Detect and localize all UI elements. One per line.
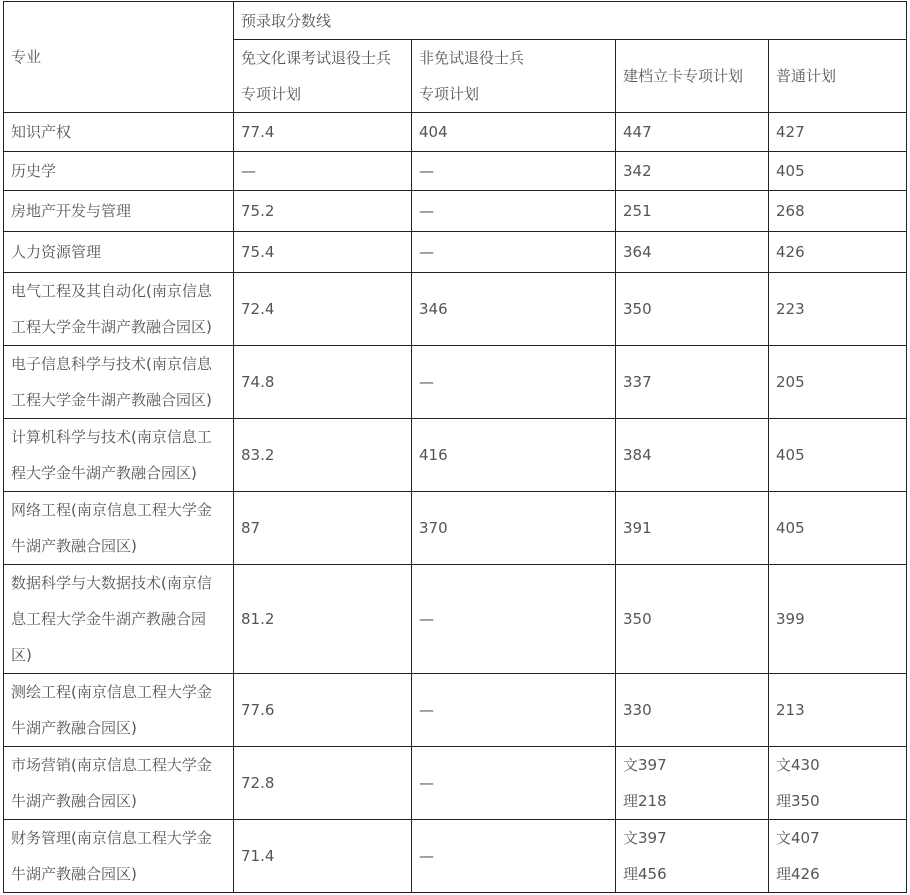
poverty-plan-score: 350 <box>616 565 769 674</box>
table-row <box>4 346 907 419</box>
exempt-veteran-score: 71.4 <box>234 820 412 893</box>
general-plan-score-line: 理426 <box>776 865 820 883</box>
general-plan-score: 223 <box>769 273 907 346</box>
header-col-nonexempt-veteran-line2: 专项计划 <box>419 85 480 103</box>
poverty-plan-score-line: 文397 <box>623 829 667 847</box>
table-row <box>4 820 907 893</box>
exempt-veteran-score: 81.2 <box>234 565 412 674</box>
poverty-plan-score-line: 文397 <box>623 756 667 774</box>
poverty-plan-score: 342 <box>616 152 769 191</box>
table-row <box>4 747 907 820</box>
header-col-nonexempt-veteran-line1: 非免试退役士兵 <box>419 49 525 67</box>
exempt-veteran-score: 72.8 <box>234 747 412 820</box>
major-name: 计算机科学与技术(南京信息工程大学金牛湖产教融合园区) <box>4 419 234 492</box>
table-row <box>4 273 907 346</box>
major-name: 知识产权 <box>4 113 234 152</box>
major-name: 电气工程及其自动化(南京信息工程大学金牛湖产教融合园区) <box>4 273 234 346</box>
header-row-1 <box>4 2 907 40</box>
nonexempt-veteran-score: — <box>412 565 616 674</box>
exempt-veteran-score: 75.4 <box>234 232 412 273</box>
general-plan-score-line: 文407 <box>776 829 820 847</box>
general-plan-score: 405 <box>769 492 907 565</box>
major-name: 历史学 <box>4 152 234 191</box>
poverty-plan-score-line: 理218 <box>623 792 667 810</box>
exempt-veteran-score: 74.8 <box>234 346 412 419</box>
header-col-exempt-veteran-line2: 专项计划 <box>241 85 302 103</box>
general-plan-score-line: 理350 <box>776 792 820 810</box>
table-row <box>4 113 907 152</box>
general-plan-score: 399 <box>769 565 907 674</box>
table-row <box>4 232 907 273</box>
exempt-veteran-score: — <box>234 152 412 191</box>
table-row <box>4 565 907 674</box>
header-col-exempt-veteran-line1: 免文化课考试退役士兵 <box>241 49 392 67</box>
poverty-plan-score: 364 <box>616 232 769 273</box>
table-row <box>4 152 907 191</box>
general-plan-score <box>769 820 907 893</box>
poverty-plan-score-line: 理456 <box>623 865 667 883</box>
nonexempt-veteran-score: — <box>412 346 616 419</box>
general-plan-score: 426 <box>769 232 907 273</box>
general-plan-score <box>769 747 907 820</box>
header-col-general-plan: 普通计划 <box>769 40 907 113</box>
table-row <box>4 191 907 232</box>
general-plan-score: 205 <box>769 346 907 419</box>
general-plan-score: 268 <box>769 191 907 232</box>
exempt-veteran-score: 83.2 <box>234 419 412 492</box>
exempt-veteran-score: 75.2 <box>234 191 412 232</box>
major-name: 测绘工程(南京信息工程大学金牛湖产教融合园区) <box>4 674 234 747</box>
nonexempt-veteran-score: — <box>412 820 616 893</box>
general-plan-score: 213 <box>769 674 907 747</box>
poverty-plan-score <box>616 747 769 820</box>
nonexempt-veteran-score: 346 <box>412 273 616 346</box>
poverty-plan-score: 337 <box>616 346 769 419</box>
poverty-plan-score <box>616 820 769 893</box>
nonexempt-veteran-score: — <box>412 152 616 191</box>
poverty-plan-score: 251 <box>616 191 769 232</box>
major-name: 人力资源管理 <box>4 232 234 273</box>
exempt-veteran-score: 72.4 <box>234 273 412 346</box>
admission-score-table <box>3 1 907 893</box>
major-name: 电子信息科学与技术(南京信息工程大学金牛湖产教融合园区) <box>4 346 234 419</box>
nonexempt-veteran-score: — <box>412 747 616 820</box>
nonexempt-veteran-score: 370 <box>412 492 616 565</box>
table-row <box>4 419 907 492</box>
header-major: 专业 <box>4 2 234 113</box>
general-plan-score: 427 <box>769 113 907 152</box>
poverty-plan-score: 391 <box>616 492 769 565</box>
table-row <box>4 674 907 747</box>
nonexempt-veteran-score: — <box>412 674 616 747</box>
major-name: 财务管理(南京信息工程大学金牛湖产教融合园区) <box>4 820 234 893</box>
nonexempt-veteran-score: — <box>412 191 616 232</box>
major-name: 房地产开发与管理 <box>4 191 234 232</box>
header-col-exempt-veteran <box>234 40 412 113</box>
poverty-plan-score: 350 <box>616 273 769 346</box>
major-name: 网络工程(南京信息工程大学金牛湖产教融合园区) <box>4 492 234 565</box>
poverty-plan-score: 330 <box>616 674 769 747</box>
nonexempt-veteran-score: — <box>412 232 616 273</box>
general-plan-score-line: 文430 <box>776 756 820 774</box>
major-name: 数据科学与大数据技术(南京信息工程大学金牛湖产教融合园区) <box>4 565 234 674</box>
exempt-veteran-score: 87 <box>234 492 412 565</box>
poverty-plan-score: 447 <box>616 113 769 152</box>
poverty-plan-score: 384 <box>616 419 769 492</box>
nonexempt-veteran-score: 404 <box>412 113 616 152</box>
table-row <box>4 492 907 565</box>
exempt-veteran-score: 77.6 <box>234 674 412 747</box>
general-plan-score: 405 <box>769 419 907 492</box>
major-name: 市场营销(南京信息工程大学金牛湖产教融合园区) <box>4 747 234 820</box>
exempt-veteran-score: 77.4 <box>234 113 412 152</box>
nonexempt-veteran-score: 416 <box>412 419 616 492</box>
general-plan-score: 405 <box>769 152 907 191</box>
header-col-poverty-plan: 建档立卡专项计划 <box>616 40 769 113</box>
header-col-nonexempt-veteran <box>412 40 616 113</box>
header-score-group: 预录取分数线 <box>234 2 907 40</box>
